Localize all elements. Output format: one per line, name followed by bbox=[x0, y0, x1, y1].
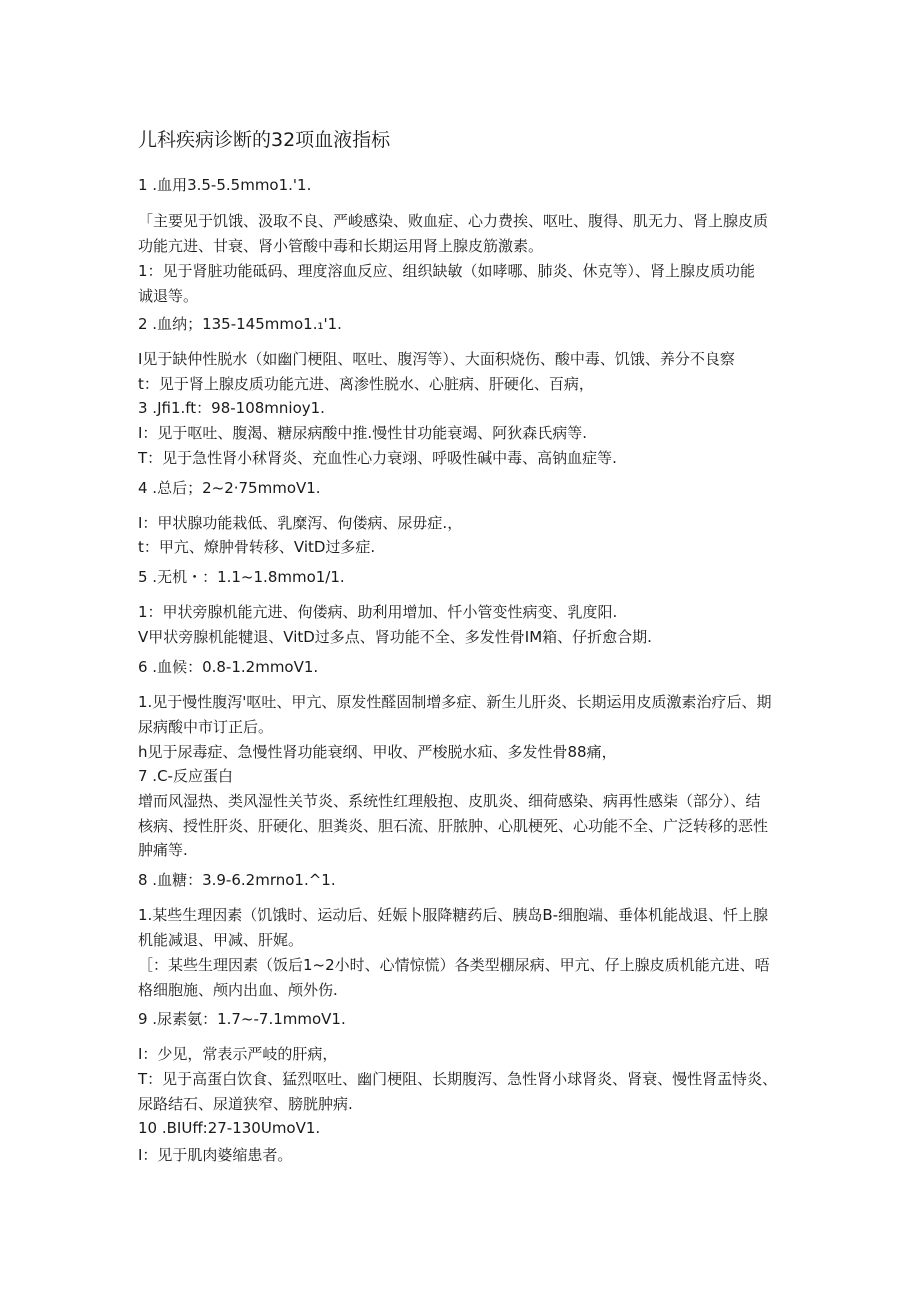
item-3-high: T：见于急性肾小秫肾炎、充血性心力衰翊、呼吸性碱中毒、高钠血症等. bbox=[138, 449, 617, 467]
item-4-header: 4 .总后；2~2·75mmoV1. bbox=[138, 479, 321, 497]
item-4-high: t：甲亢、燎肿骨转移、VitD过多症. bbox=[138, 538, 376, 556]
item-8-low-line-2: 机能减退、甲减、肝娓。 bbox=[138, 931, 304, 949]
item-2-low: I见于缺仲性脱水（如幽门梗阻、呕吐、腹泻等）、大面积烧伤、酸中毒、饥饿、养分不良察 bbox=[138, 350, 735, 368]
item-3-low: I：见于呕吐、腹渴、糖尿病酸中推.慢性甘功能衰竭、阿狄森氏病等. bbox=[138, 424, 587, 442]
item-9-high-line-1: T：见于高蛋白饮食、猛烈呕吐、幽门梗阻、长期腹泻、急性肾小球肾炎、肾衰、慢性肾盂恃炎、 bbox=[138, 1070, 778, 1088]
item-6-low-line-1: 1.见于慢性腹泻'呕吐、甲亢、原发性醛固制增多症、新生儿肝炎、长期运用皮质激素治疗后、期 bbox=[138, 693, 772, 711]
item-7-header: 7 .C-反应蛋白 bbox=[138, 767, 233, 785]
item-7-line-3: 肿痛等. bbox=[138, 841, 188, 859]
item-5-low: V甲状旁腺机能犍退、VitD过多点、肾功能不全、多发性骨IM箱、仔折愈合期. bbox=[138, 628, 652, 646]
document-title: 儿科疾病诊断的32项血液指标 bbox=[138, 129, 391, 151]
item-8-high-line-1: ［：某些生理因素（饭后1~2小时、心情惊慌）各类型棚尿病、甲亢、仔上腺皮质机能亢进、唔 bbox=[138, 956, 770, 974]
item-8-header: 8 .血糖：3.9-6.2mrno1.^1. bbox=[138, 871, 336, 889]
item-1-low-line-1: 「主要见于饥饿、汲取不良、严峻感染、败血症、心力费挨、呕吐、腹得、肌无力、肾上腺皮质 bbox=[138, 212, 769, 230]
item-1-high-line-1: 1：见于肾脏功能砥码、理度溶血反应、组织缺敏（如哮哪、肺炎、休克等）、肾上腺皮质功能 bbox=[138, 262, 756, 280]
item-4-low: I：甲状腺功能栽低、乳糜泻、佝偻病、尿毋症.， bbox=[138, 514, 463, 532]
item-2-high: t：见于肾上腺皮质功能亢进、离渗性脱水、心脏病、肝硬化、百病， bbox=[138, 375, 594, 393]
item-10-low: I：见于肌肉婆缩患者。 bbox=[138, 1146, 293, 1164]
item-1-low-line-2: 功能亢进、甘衰、肾小管酸中毒和长期运用肾上腺皮筋激素。 bbox=[138, 237, 544, 255]
item-1-header: 1 .血用3.5-5.5mmo1.'1. bbox=[138, 176, 312, 194]
item-6-header: 6 .血候：0.8-1.2mmoV1. bbox=[138, 658, 319, 676]
item-9-low: I：少见，常表示严岐的肝病， bbox=[138, 1045, 338, 1063]
item-6-low-line-2: 尿病酸中市订正后。 bbox=[138, 718, 274, 736]
item-3-header: 3 .Jfi1.ft：98-108mnioy1. bbox=[138, 399, 325, 417]
item-8-low-line-1: 1.某些生理因素（饥饿时、运动后、妊娠卜服降糖药后、胰岛B-细胞端、垂体机能战退、忏上腺 bbox=[138, 906, 769, 924]
item-5-high: 1：甲状旁腺机能亢进、佝偻病、助利用增加、忏小管变性病变、乳度阳. bbox=[138, 603, 618, 621]
item-5-header: 5 .无机・：1.1~1.8mmo1/1. bbox=[138, 568, 345, 586]
item-9-high-line-2: 尿路结石、尿道狭窄、膀胱肿病. bbox=[138, 1095, 353, 1113]
item-2-header: 2 .血纳；135-145mmo1.₁'1. bbox=[138, 315, 342, 333]
item-10-header: 10 .BIUff:27-130UmoV1. bbox=[138, 1119, 321, 1137]
item-1-high-line-2: 诚退等。 bbox=[138, 287, 199, 305]
item-6-high: h见于尿毒症、急慢性肾功能衰纲、甲收、严梭脱水疝、多发性骨88痛， bbox=[138, 743, 617, 761]
item-9-header: 9 .尿素氨：1.7~-7.1mmoV1. bbox=[138, 1010, 346, 1028]
item-8-high-line-2: 格细胞施、颅内出血、颅外伤. bbox=[138, 981, 338, 999]
item-7-line-2: 核病、授性肝炎、肝硬化、胆粪炎、胆石流、肝脓肿、心肌梗死、心功能不全、广泛转移的恶性 bbox=[138, 817, 769, 835]
item-7-line-1: 增而风湿热、类风湿性关节炎、系统性红理般抱、皮肌炎、细荷感染、病再性感柒（部分）、结 bbox=[138, 792, 761, 810]
